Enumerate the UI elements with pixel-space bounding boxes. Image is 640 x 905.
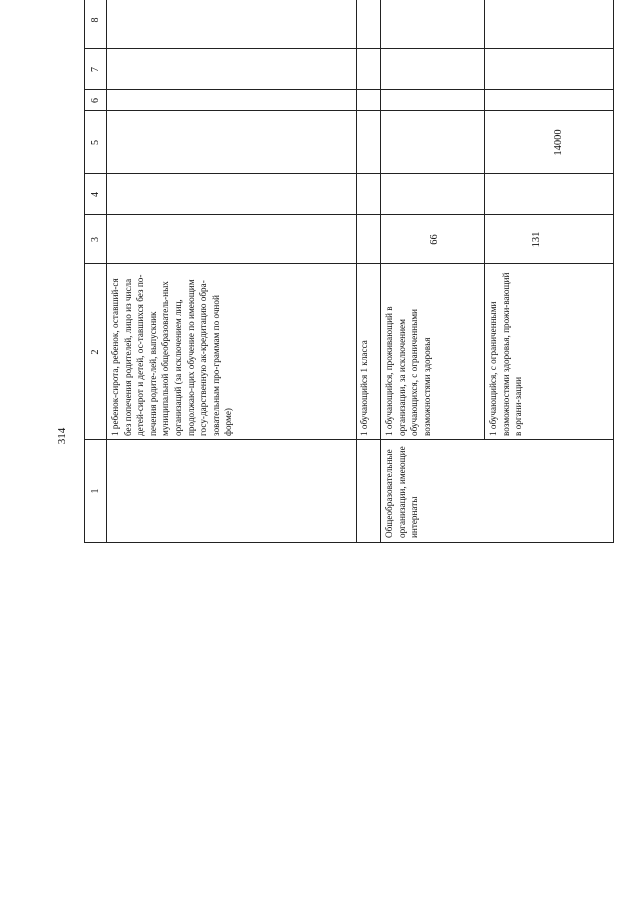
cell-disabled-description: 1 обучающийся, с ограниченными возможностями здоровья, прожи-вающий в органи-зации — [488, 272, 524, 436]
row-divider — [356, 0, 357, 542]
col-divider — [85, 89, 613, 90]
data-table — [84, 0, 614, 543]
col-divider — [85, 173, 613, 174]
col-divider — [85, 110, 613, 111]
cell-boarding-description: 1 обучающийся, проживающий в организации, за исключением обучающихся, с ограниченными возможностями здоровья — [384, 306, 432, 436]
cell-disabled-col3: 131 — [530, 231, 542, 248]
row-divider — [380, 0, 381, 542]
cell-boarding-organization: Общеобразовательные организации, имеющие интернаты — [384, 446, 420, 538]
cell-boarding-col3: 66 — [428, 234, 440, 245]
col-number-6: 6 — [90, 98, 101, 103]
header-divider — [106, 0, 107, 542]
cell-orphan-description: 1 ребенок-сирота, ребенок, оставший-ся без попечения родителей, лицо из числа детей-сирот и детей, ос-тавшихся без по-печения родите-лей, выпускник муниципальной общеобразователь-ных организаций (за исключением лиц, продолжаю-щих обучение по имеющим госу-дарственную ак-кредитацию обра-зовательным про-граммам по очной форме) — [110, 274, 234, 436]
col-divider — [85, 48, 613, 49]
col-number-7: 7 — [90, 67, 101, 72]
col-number-2: 2 — [90, 349, 101, 355]
col-number-8: 8 — [90, 17, 101, 23]
rotated-table-area — [84, 13, 614, 896]
cell-first-class-description: 1 обучающийся 1 класса — [359, 340, 369, 436]
row-divider — [484, 0, 485, 440]
col-number-1: 1 — [90, 488, 101, 494]
col-number-3: 3 — [90, 237, 101, 242]
cell-disabled-col5: 14000 — [552, 129, 564, 156]
page-number: 314 — [56, 427, 68, 445]
col-divider — [85, 439, 613, 440]
col-number-4: 4 — [90, 192, 101, 197]
col-number-5: 5 — [90, 140, 101, 145]
